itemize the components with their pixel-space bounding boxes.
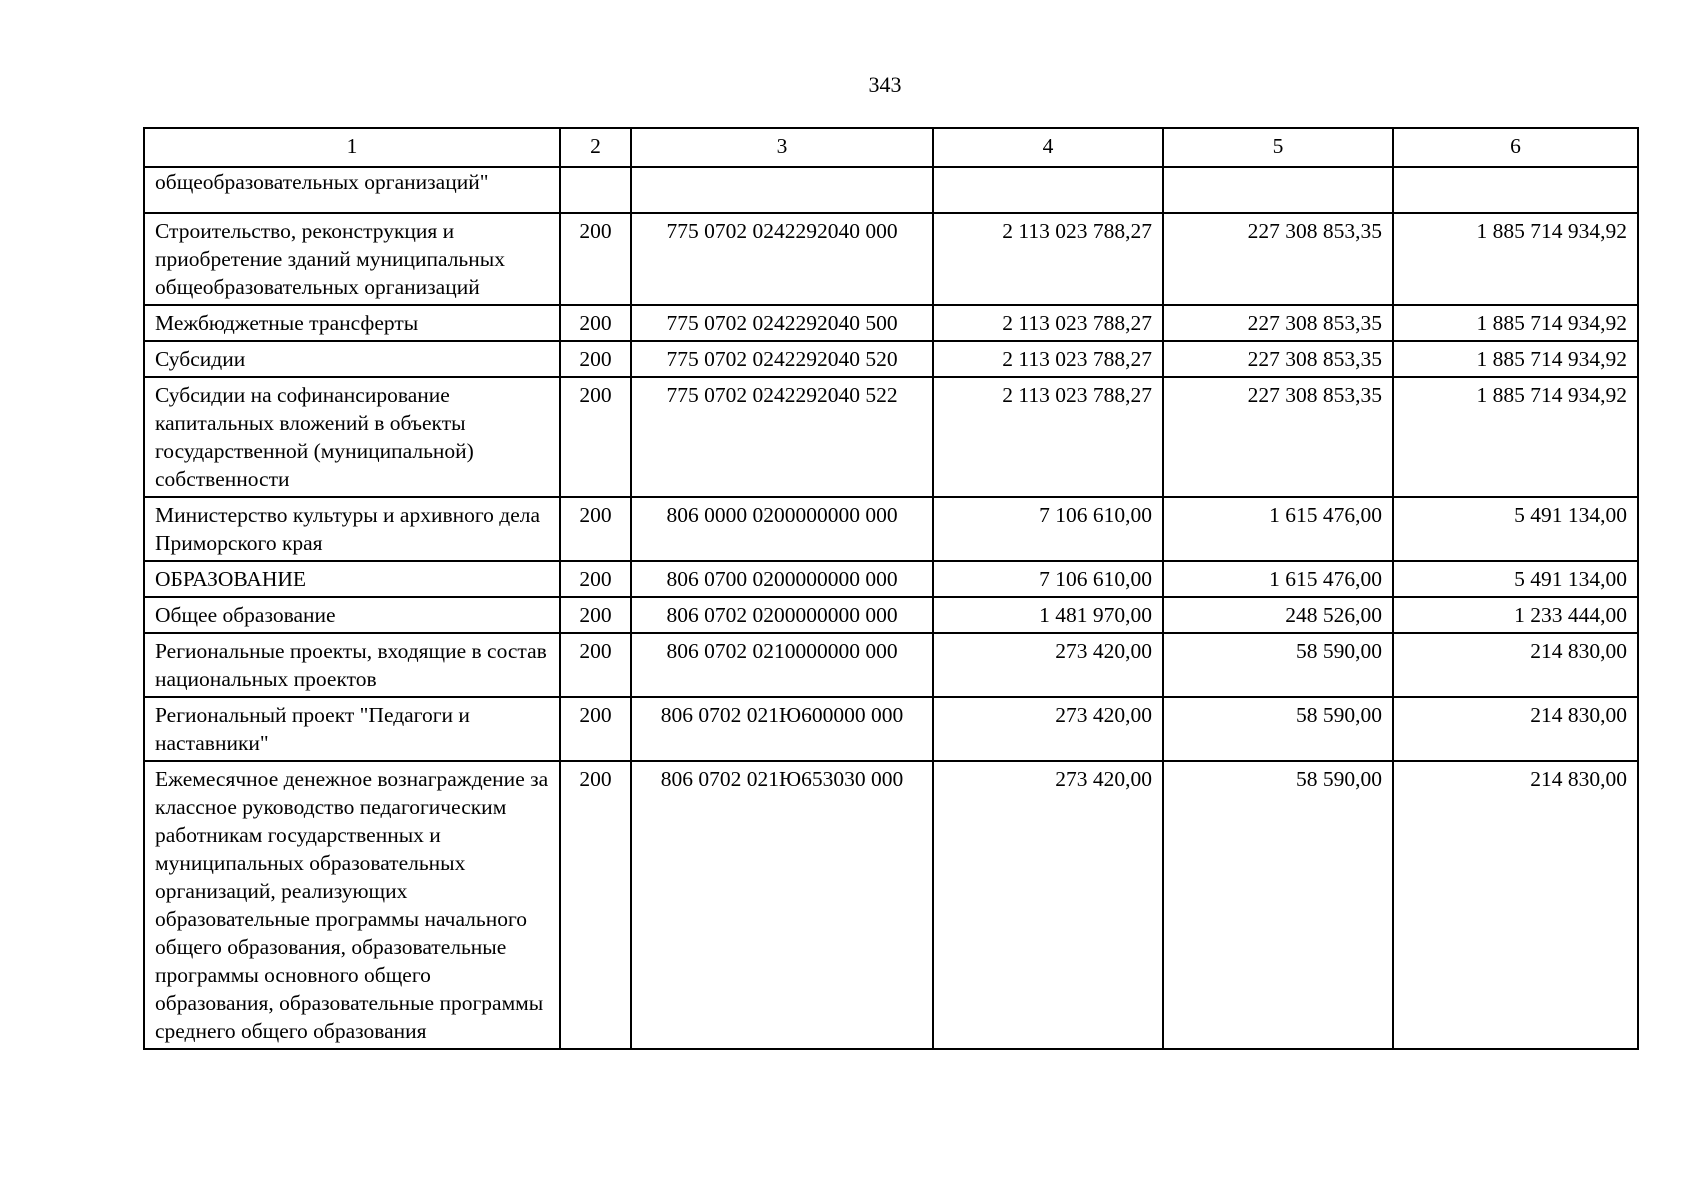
table-row (144, 633, 1638, 697)
row-classification-code (631, 167, 933, 213)
table-row (144, 697, 1638, 761)
row-code-2: 200 (560, 761, 631, 1049)
column-header: 4 (933, 128, 1163, 167)
row-value-4: 273 420,00 (933, 633, 1163, 697)
row-code-2: 200 (560, 561, 631, 597)
row-value-4: 2 113 023 788,27 (933, 213, 1163, 305)
table-row (144, 561, 1638, 597)
row-value-5: 227 308 853,35 (1163, 213, 1393, 305)
row-value-4: 7 106 610,00 (933, 497, 1163, 561)
row-name: Межбюджетные трансферты (144, 305, 560, 341)
row-value-5: 248 526,00 (1163, 597, 1393, 633)
table-header-row (144, 128, 1638, 167)
row-classification-code: 775 0702 0242292040 500 (631, 305, 933, 341)
table-row (144, 167, 1638, 213)
row-code-2: 200 (560, 697, 631, 761)
row-value-6: 5 491 134,00 (1393, 561, 1638, 597)
row-value-5: 227 308 853,35 (1163, 341, 1393, 377)
table-row (144, 497, 1638, 561)
column-header: 3 (631, 128, 933, 167)
table-row (144, 761, 1638, 1049)
row-code-2: 200 (560, 497, 631, 561)
row-value-4: 7 106 610,00 (933, 561, 1163, 597)
row-value-5: 58 590,00 (1163, 633, 1393, 697)
row-value-6: 1 885 714 934,92 (1393, 341, 1638, 377)
row-value-6: 214 830,00 (1393, 761, 1638, 1049)
row-value-4: 273 420,00 (933, 761, 1163, 1049)
row-value-5 (1163, 167, 1393, 213)
row-classification-code: 775 0702 0242292040 522 (631, 377, 933, 497)
row-name: Субсидии на софинансирование капитальных вложений в объекты государственной (муниципальной) собственности (144, 377, 560, 497)
row-code-2: 200 (560, 305, 631, 341)
table-row (144, 341, 1638, 377)
row-value-4: 2 113 023 788,27 (933, 305, 1163, 341)
row-value-5: 1 615 476,00 (1163, 561, 1393, 597)
row-value-6: 1 885 714 934,92 (1393, 377, 1638, 497)
row-value-6: 214 830,00 (1393, 697, 1638, 761)
budget-table (143, 127, 1639, 1050)
column-header: 2 (560, 128, 631, 167)
row-classification-code: 775 0702 0242292040 000 (631, 213, 933, 305)
table-row (144, 305, 1638, 341)
row-name: общеобразовательных организаций" (144, 167, 560, 213)
row-value-4: 273 420,00 (933, 697, 1163, 761)
row-code-2: 200 (560, 213, 631, 305)
column-header: 5 (1163, 128, 1393, 167)
row-classification-code: 806 0000 0200000000 000 (631, 497, 933, 561)
row-code-2: 200 (560, 597, 631, 633)
row-value-5: 227 308 853,35 (1163, 377, 1393, 497)
row-value-4: 1 481 970,00 (933, 597, 1163, 633)
row-value-6: 1 885 714 934,92 (1393, 213, 1638, 305)
row-value-4: 2 113 023 788,27 (933, 341, 1163, 377)
row-name: Региональный проект "Педагоги и наставники" (144, 697, 560, 761)
row-value-6 (1393, 167, 1638, 213)
row-classification-code: 806 0702 021Ю653030 000 (631, 761, 933, 1049)
row-value-5: 58 590,00 (1163, 761, 1393, 1049)
row-code-2: 200 (560, 633, 631, 697)
row-classification-code: 775 0702 0242292040 520 (631, 341, 933, 377)
row-value-5: 1 615 476,00 (1163, 497, 1393, 561)
page-number: 343 (868, 72, 902, 97)
row-classification-code: 806 0702 0210000000 000 (631, 633, 933, 697)
row-name: Региональные проекты, входящие в состав национальных проектов (144, 633, 560, 697)
row-name: Общее образование (144, 597, 560, 633)
row-classification-code: 806 0702 0200000000 000 (631, 597, 933, 633)
row-value-4 (933, 167, 1163, 213)
row-value-5: 227 308 853,35 (1163, 305, 1393, 341)
table-row (144, 597, 1638, 633)
row-classification-code: 806 0700 0200000000 000 (631, 561, 933, 597)
table-row (144, 213, 1638, 305)
row-code-2: 200 (560, 341, 631, 377)
row-name: Ежемесячное денежное вознаграждение за классное руководство педагогическим работникам государственных и муниципальных образовательных организаций, реализующих образовательные программы начального общего образования, образовательные программы основного общего образования, образовательные программы среднего общего образования (144, 761, 560, 1049)
row-code-2 (560, 167, 631, 213)
row-value-5: 58 590,00 (1163, 697, 1393, 761)
table-row (144, 377, 1638, 497)
row-name: Субсидии (144, 341, 560, 377)
row-value-6: 1 233 444,00 (1393, 597, 1638, 633)
row-value-6: 214 830,00 (1393, 633, 1638, 697)
row-value-4: 2 113 023 788,27 (933, 377, 1163, 497)
row-classification-code: 806 0702 021Ю600000 000 (631, 697, 933, 761)
row-code-2: 200 (560, 377, 631, 497)
row-value-6: 5 491 134,00 (1393, 497, 1638, 561)
column-header: 6 (1393, 128, 1638, 167)
row-value-6: 1 885 714 934,92 (1393, 305, 1638, 341)
column-header: 1 (144, 128, 560, 167)
row-name: Строительство, реконструкция и приобретение зданий муниципальных общеобразовательных организаций (144, 213, 560, 305)
row-name: ОБРАЗОВАНИЕ (144, 561, 560, 597)
row-name: Министерство культуры и архивного дела Приморского края (144, 497, 560, 561)
